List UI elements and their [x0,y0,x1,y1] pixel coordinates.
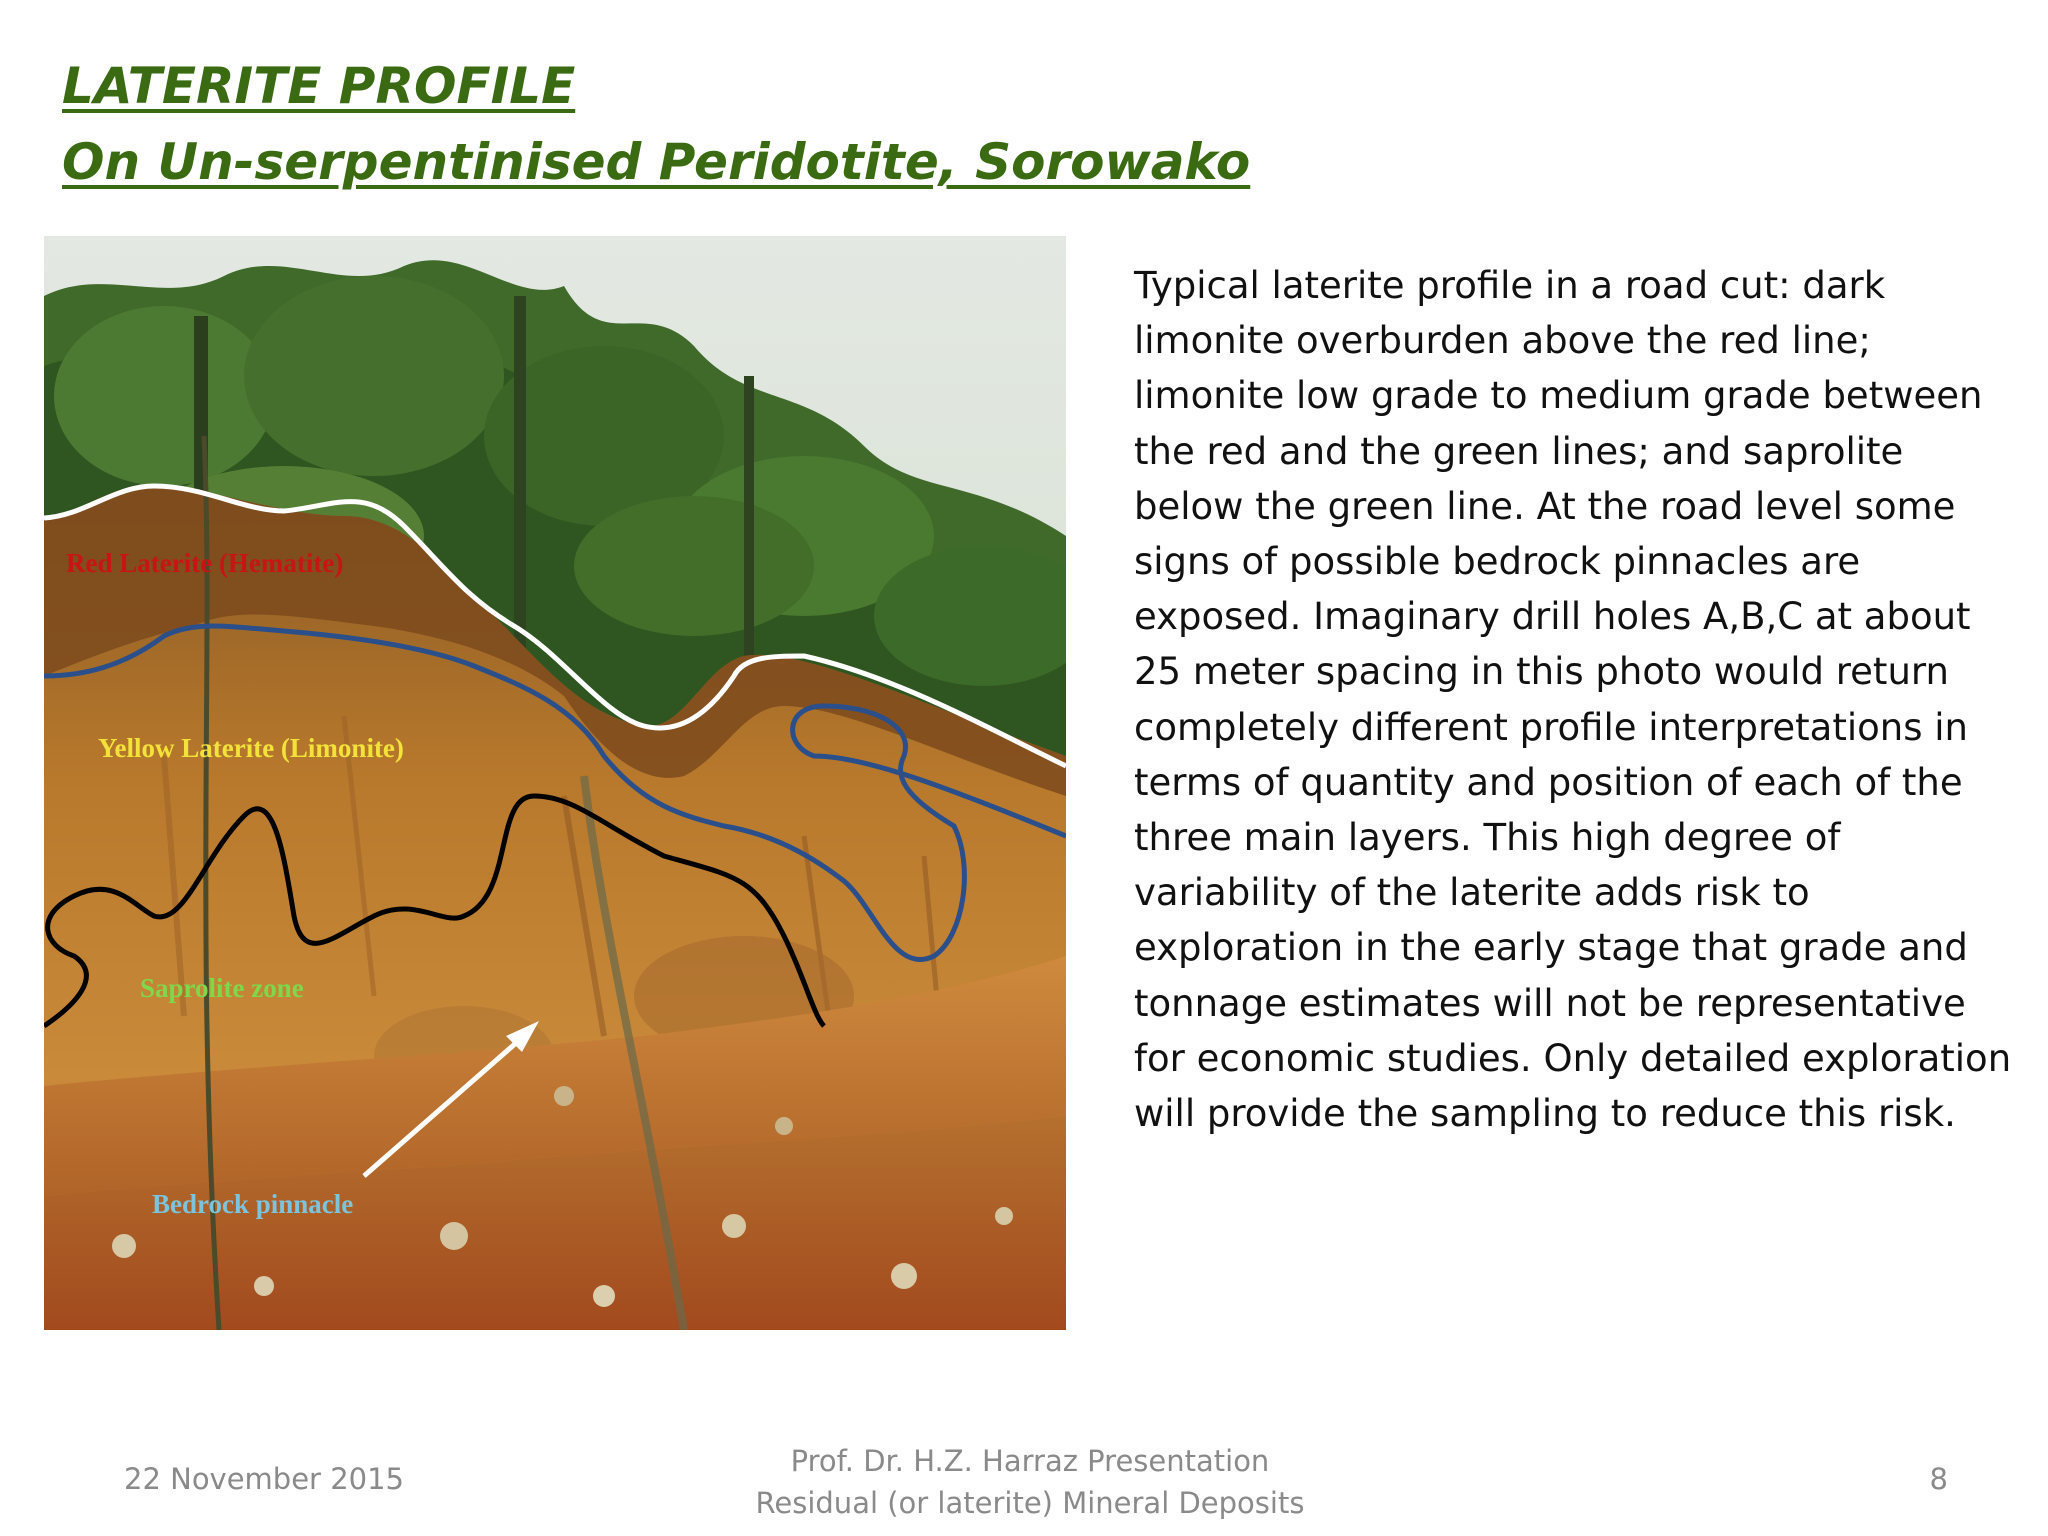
slide-title [62,48,1250,200]
laterite-profile-photo [44,236,1066,1330]
page-number: 8 [1929,1462,1948,1496]
title-line-2: On Un-serpentinised Peridotite, Sorowako [62,133,1251,191]
label-red-laterite: Red Laterite (Hematite) [66,548,344,578]
label-saprolite: Saprolite zone [140,973,304,1003]
footer-subject: Residual (or laterite) Mineral Deposits [755,1486,1305,1520]
title-line-1: LATERITE PROFILE [62,57,576,115]
profile-description: Typical laterite profile in a road cut: dark limonite overburden above the red line; limonite low grade to medium grade between the red and the green lines; and saprolite below the green line. At the road level some signs of possible bedrock pinnacles are exposed. Imaginary drill holes A,B,C at about 25 meter spacing in this photo would return completely different profile interpretations in terms of quantity and position of each of the three main layers. This high degree of variability of the laterite adds risk to exploration in the early stage that grade and tonnage estimates will not be representative for economic studies. Only detailed exploration will provide the sampling to reduce this risk. [1134,264,2012,1136]
label-bedrock: Bedrock pinnacle [152,1189,354,1219]
footer-presenter: Prof. Dr. H.Z. Harraz Presentation [790,1444,1270,1478]
footer-date: 22 November 2015 [124,1462,405,1496]
footer-presentation [700,1440,1360,1524]
label-yellow-laterite: Yellow Laterite (Limonite) [98,733,404,763]
